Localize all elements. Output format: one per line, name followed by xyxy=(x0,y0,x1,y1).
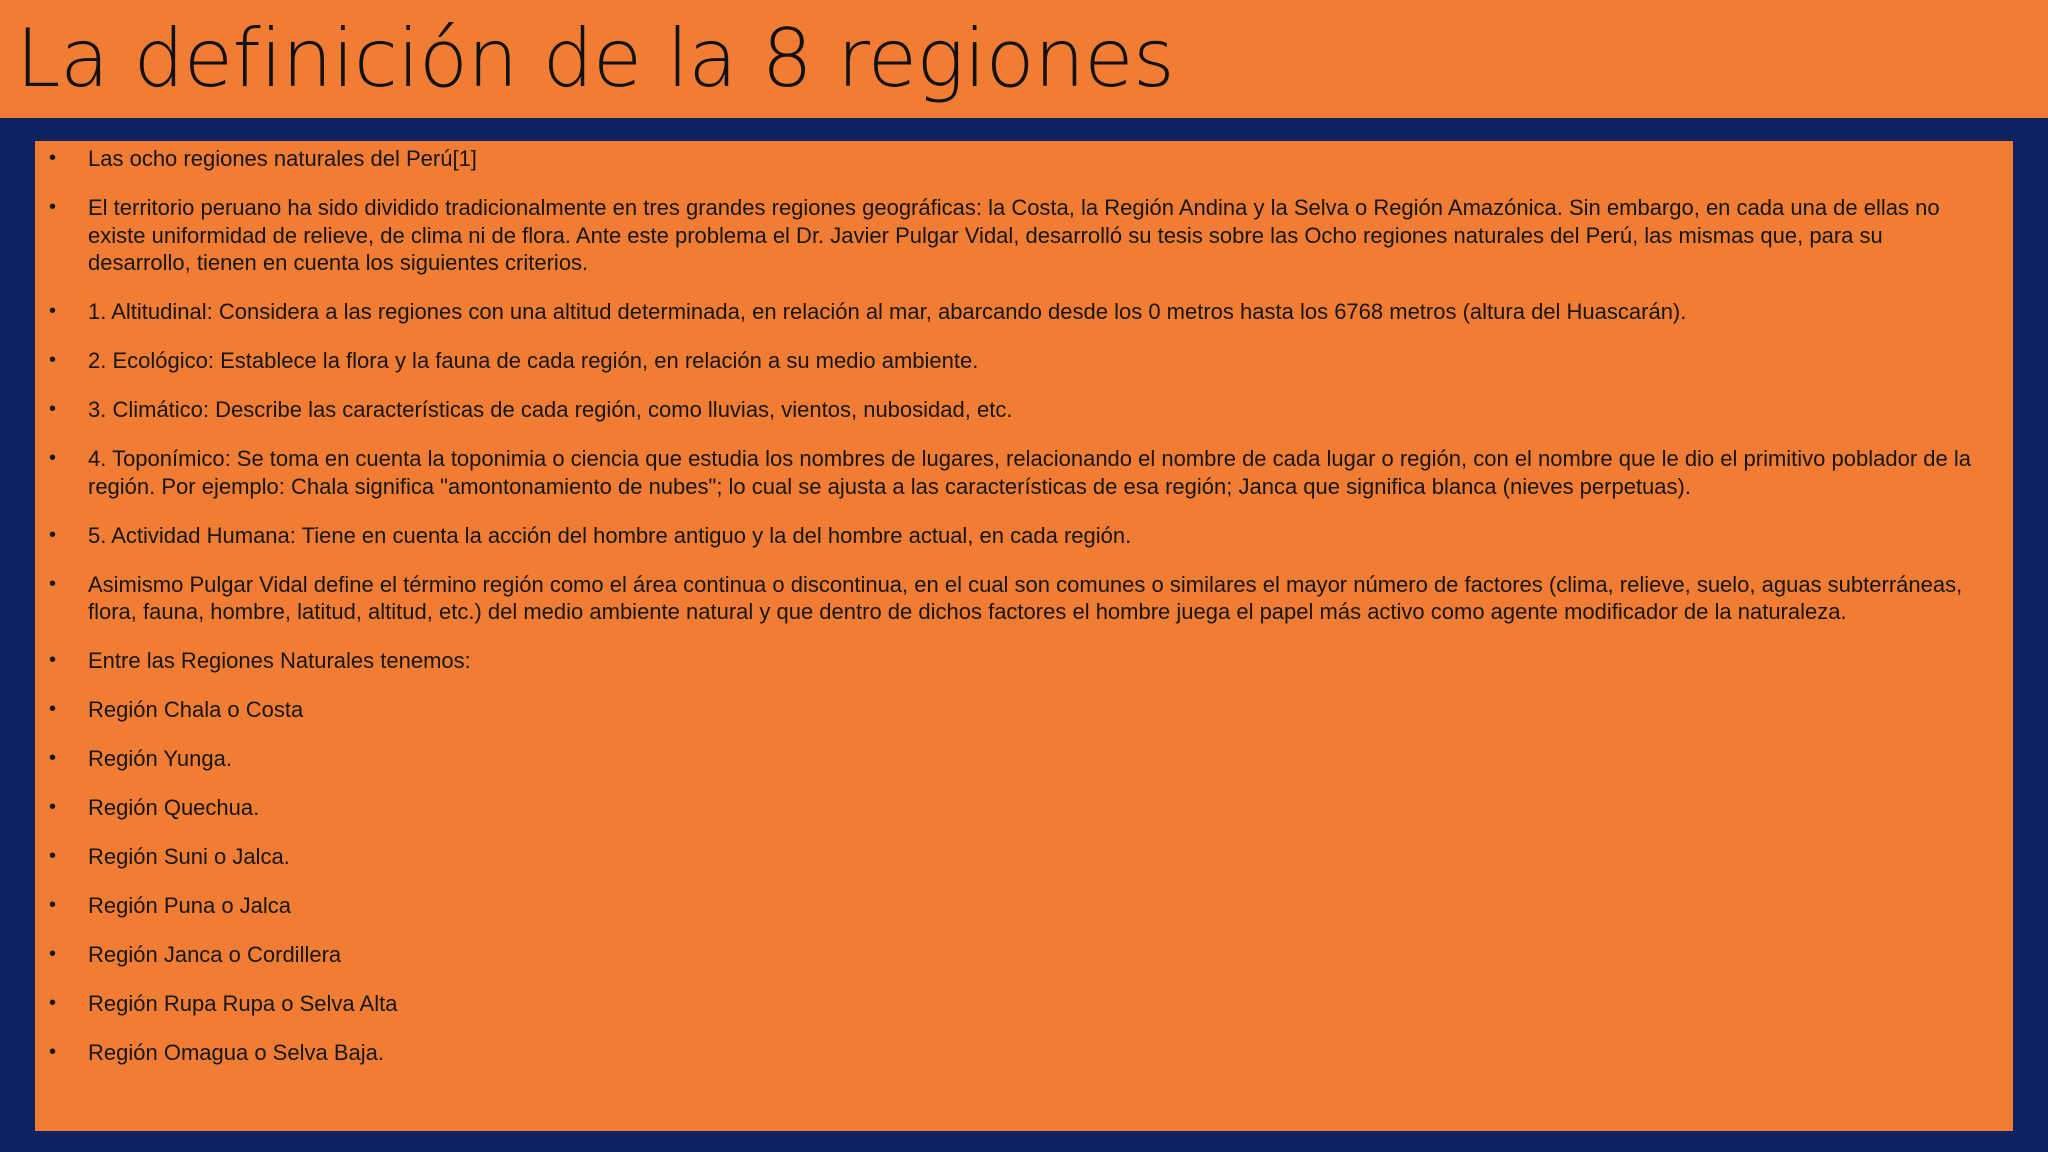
bullet-text: 4. Toponímico: Se toma en cuenta la toponimia o ciencia que estudia los nombres de lugares, relacionando el nombre de cada lugar o región, con el nombre que le dio el primitivo poblador de la región. Por ejemplo: Chala significa "amontonamiento de nubes"; lo cual se ajusta a las características de esa región; Janca que significa blanca (nieves perpetuas). xyxy=(88,446,1971,499)
slide-title: La definición de la 8 regiones xyxy=(16,12,1175,105)
bullet-dot-icon: • xyxy=(49,196,57,218)
bullet-item xyxy=(49,794,1985,822)
bullet-text: Entre las Regiones Naturales tenemos: xyxy=(88,648,471,673)
bullet-item xyxy=(49,445,1985,500)
bullet-item xyxy=(49,892,1985,920)
bullet-text: Región Yunga. xyxy=(88,746,232,771)
content-box xyxy=(35,141,2013,1131)
bullet-item xyxy=(49,396,1985,424)
bullet-text: Región Puna o Jalca xyxy=(88,893,292,918)
bullet-text: El territorio peruano ha sido dividido tradicionalmente en tres grandes regiones geográficas: la Costa, la Región Andina y la Selva o Región Amazónica. Sin embargo, en cada una de ellas no existe uniformidad de relieve, de clima ni de flora. Ante este problema el Dr. Javier Pulgar Vidal, desarrolló su tesis sobre las Ocho regiones naturales del Perú, las mismas que, para su desarrollo, tienen en cuenta los siguientes criterios. xyxy=(88,195,1940,275)
bullet-dot-icon: • xyxy=(49,398,57,420)
bullet-text: 1. Altitudinal: Considera a las regiones con una altitud determinada, en relación al mar, abarcando desde los 0 metros hasta los 6768 metros (altura del Huascarán). xyxy=(88,299,1687,324)
bullet-item xyxy=(49,194,1985,277)
bullet-text: Región Omagua o Selva Baja. xyxy=(88,1040,384,1065)
bullet-text: 5. Actividad Humana: Tiene en cuenta la acción del hombre antiguo y la del hombre actual, en cada región. xyxy=(88,522,1132,548)
bullet-dot-icon: • xyxy=(49,698,57,720)
bullet-item xyxy=(49,145,1985,173)
bullet-text: Región Chala o Costa xyxy=(88,697,304,722)
bullet-text: Región Rupa Rupa o Selva Alta xyxy=(88,991,398,1016)
bullet-dot-icon: • xyxy=(49,1041,57,1063)
bullet-dot-icon: • xyxy=(49,447,57,469)
bullet-item xyxy=(49,571,1985,626)
bullet-dot-icon: • xyxy=(49,845,57,867)
bullet-list xyxy=(49,145,1985,1067)
bullet-item xyxy=(49,696,1985,724)
bullet-dot-icon: • xyxy=(49,649,57,671)
bullet-dot-icon: • xyxy=(49,992,57,1014)
bullet-item xyxy=(49,1039,1985,1067)
bullet-dot-icon: • xyxy=(49,349,57,371)
bullet-dot-icon: • xyxy=(49,796,57,818)
bullet-item xyxy=(49,298,1985,326)
bullet-text: Asimismo Pulgar Vidal define el término región como el área continua o discontinua, en el cual son comunes o similares el mayor número de factores (clima, relieve, suelo, aguas subterráneas, flora, fauna, hombre, latitud, altitud, etc.) del medio ambiente natural y que dentro de dichos factores el hombre juega el papel más activo como agente modificador de la naturaleza. xyxy=(88,571,1963,624)
bullet-item xyxy=(49,745,1985,773)
bullet-item xyxy=(49,647,1985,675)
bullet-item xyxy=(49,347,1985,375)
bullet-dot-icon: • xyxy=(49,523,57,546)
bullet-dot-icon: • xyxy=(49,300,57,322)
bullet-dot-icon: • xyxy=(49,943,57,965)
bullet-text: Región Janca o Cordillera xyxy=(88,942,342,967)
bullet-dot-icon: • xyxy=(49,147,57,169)
bullet-text: 2. Ecológico: Establece la flora y la fauna de cada región, en relación a su medio ambiente. xyxy=(88,348,979,373)
bullet-dot-icon: • xyxy=(49,894,57,916)
bullet-item xyxy=(49,990,1985,1018)
bullet-text: 3. Climático: Describe las características de cada región, como lluvias, vientos, nubosidad, etc. xyxy=(88,397,1013,422)
bullet-dot-icon: • xyxy=(49,572,57,595)
title-bar xyxy=(0,0,2048,118)
bullet-item xyxy=(49,941,1985,969)
bullet-item xyxy=(49,843,1985,871)
bullet-dot-icon: • xyxy=(49,747,57,769)
bullet-item xyxy=(49,522,1985,550)
bullet-text: Región Quechua. xyxy=(88,795,260,820)
bullet-text: Región Suni o Jalca. xyxy=(88,844,290,869)
bullet-text: Las ocho regiones naturales del Perú[1] xyxy=(88,146,477,171)
